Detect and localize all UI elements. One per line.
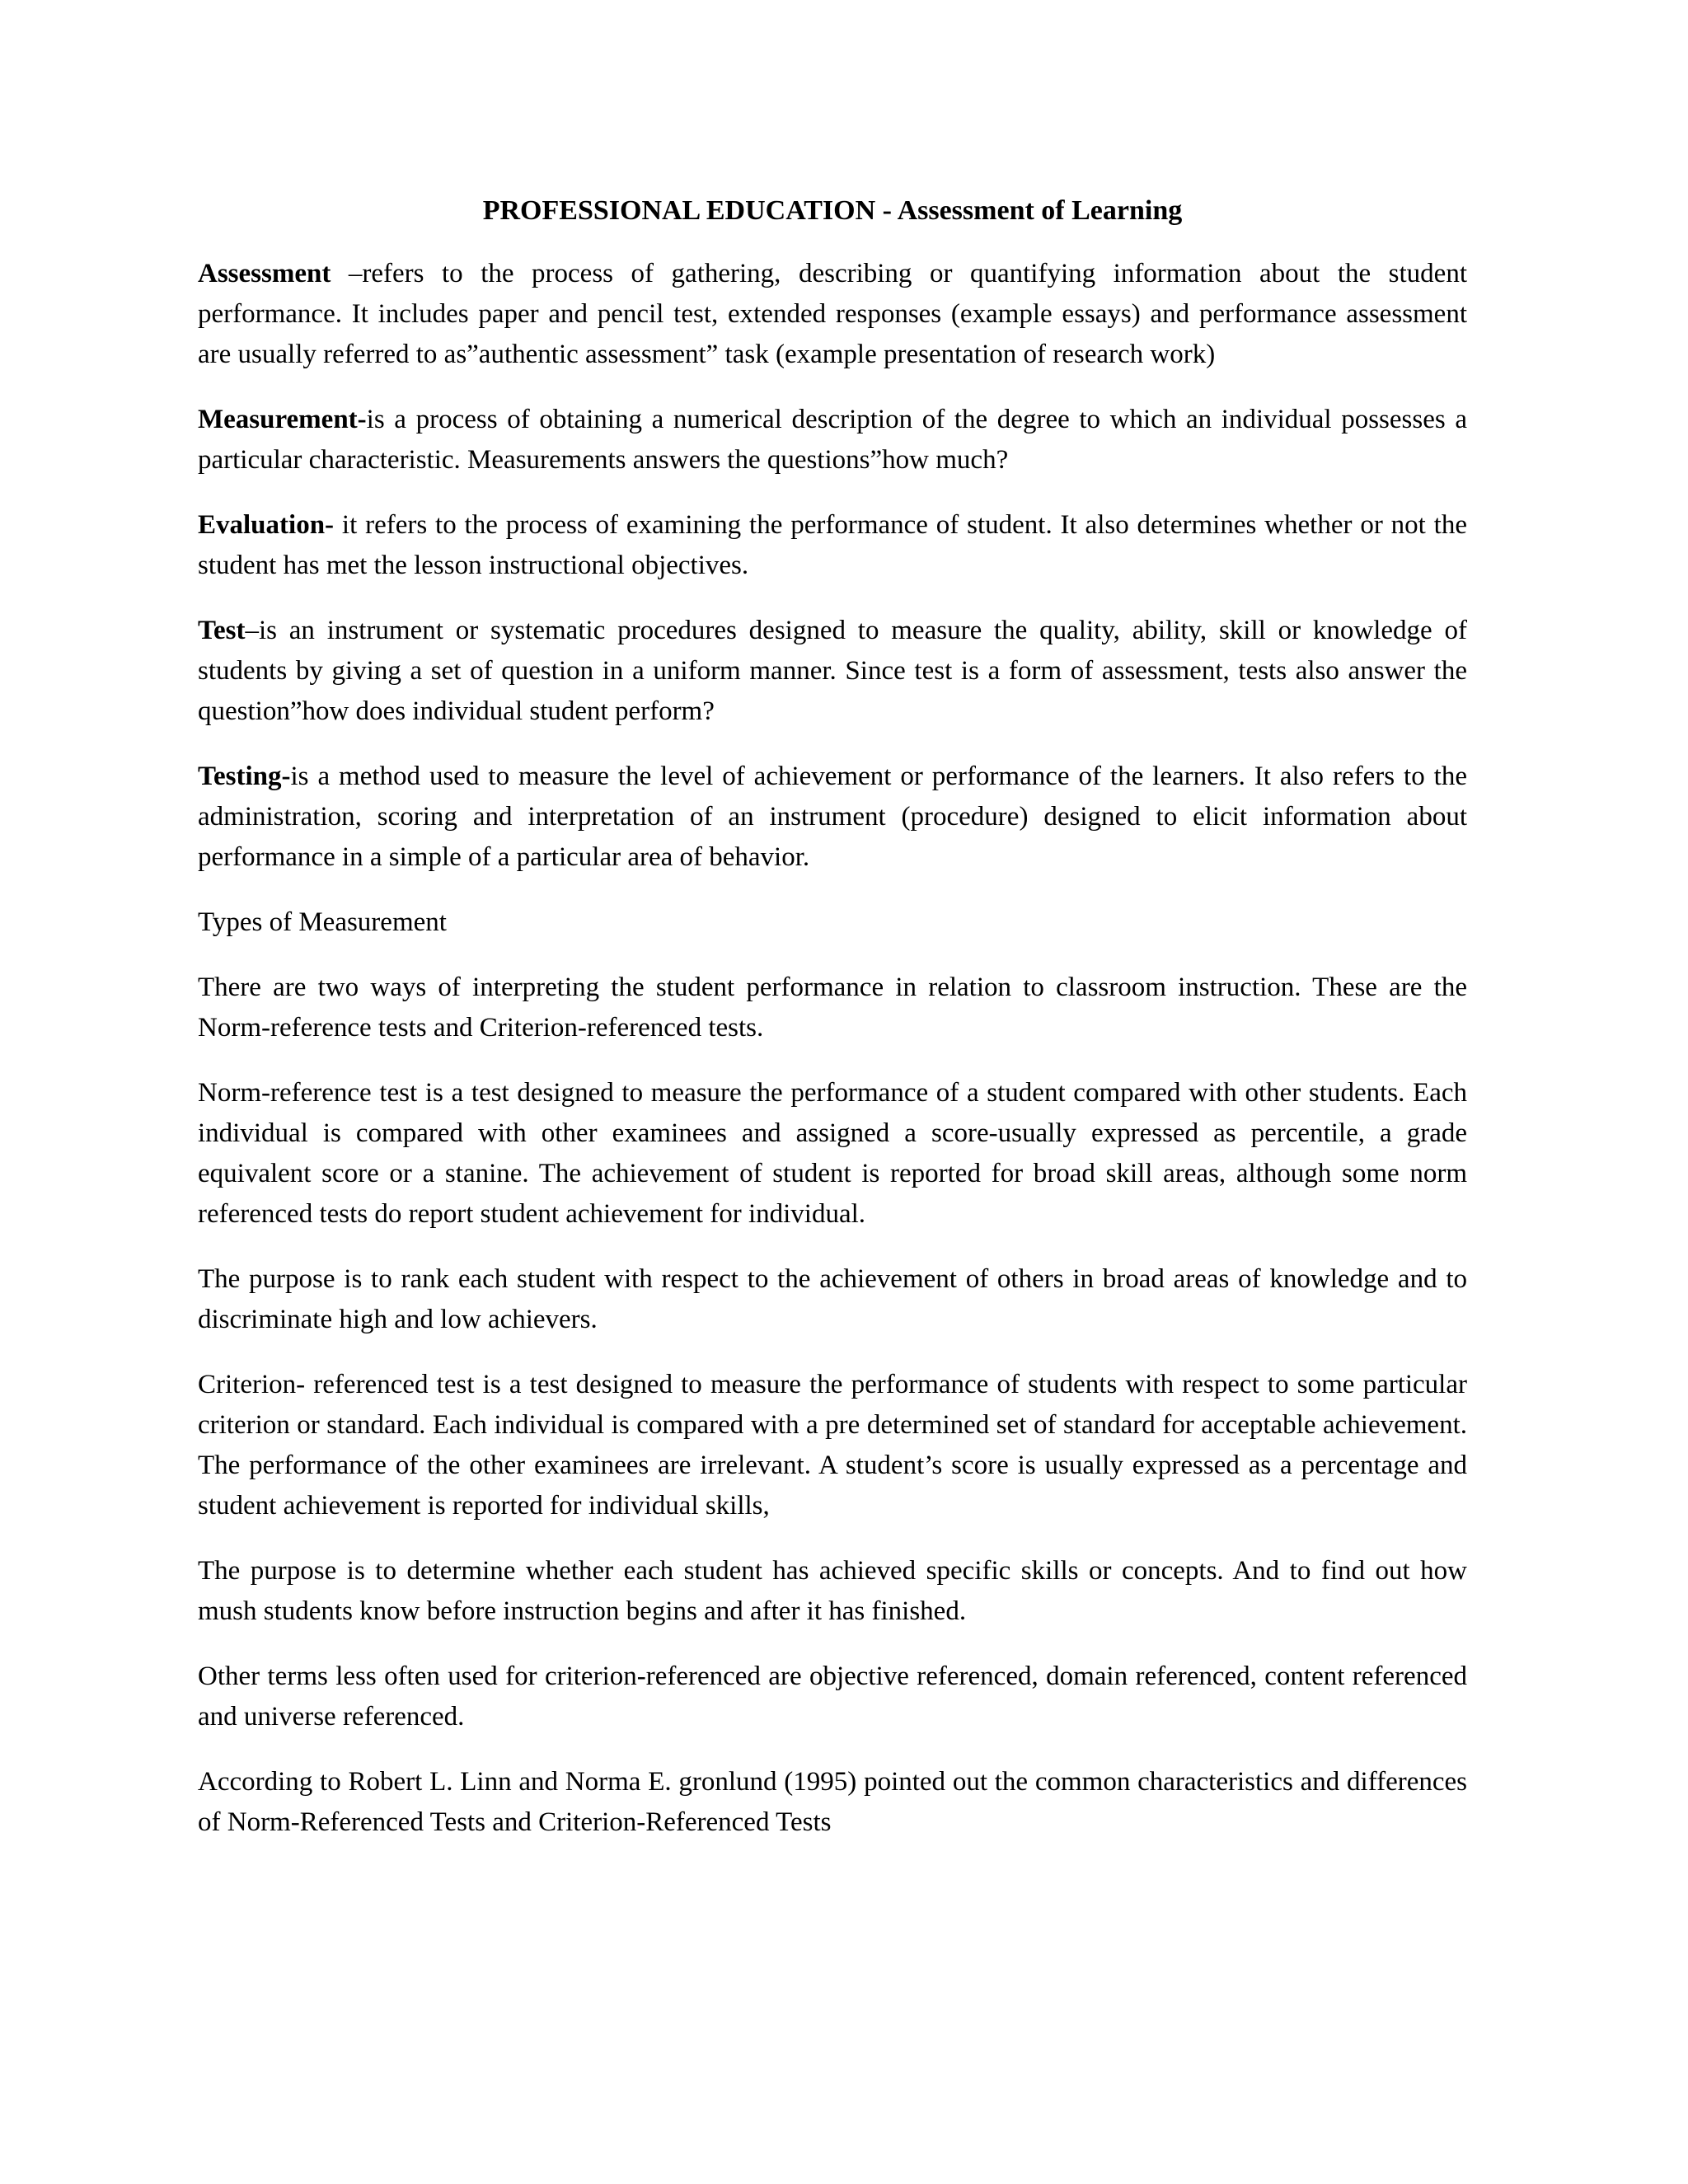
- definition-evaluation: [198, 505, 1467, 586]
- definition-testing: [198, 757, 1467, 878]
- section-heading: Types of Measurement: [198, 907, 447, 937]
- term-evaluation: Evaluation-: [198, 510, 335, 540]
- paragraph-norm-purpose: The purpose is to rank each student with respect to the achievement of others in broad areas of knowledge and to discriminate high and low achievers.: [198, 1264, 1467, 1334]
- term-assessment: Assessment: [198, 259, 331, 288]
- term-measurement: Measurement-: [198, 405, 367, 434]
- definition-text: it refers to the process of examining the performance of student. It also determines whether or not the student has met the lesson instructional objectives.: [198, 510, 1467, 580]
- definition-text: is a method used to measure the level of achievement or performance of the learners. It also refers to the administration, scoring and interpretation of an instrument (procedure) designed to elicit information about performance in a simple of a particular area of behavior.: [198, 762, 1467, 872]
- definition-text: –is an instrument or systematic procedures designed to measure the quality, ability, skill or knowledge of students by giving a set of question in a uniform manner. Since test is a form of assessment, tests also answer the question”how does individual student perform?: [198, 616, 1467, 726]
- definition-measurement: [198, 400, 1467, 480]
- paragraph-norm-reference-test: Norm-reference test is a test designed to measure the performance of a student compared with other students. Each individual is compared with other examinees and assigned a score-usually expressed as percentile, a grade equivalent score or a stanine. The achievement of student is reported for broad skill areas, although some norm referenced tests do report student achievement for individual.: [198, 1078, 1467, 1229]
- paragraph-other-terms: Other terms less often used for criterion-referenced are objective referenced, domain referenced, content referenced and universe referenced.: [198, 1661, 1467, 1732]
- term-test: Test: [198, 616, 246, 645]
- definition-test: [198, 611, 1467, 732]
- paragraph-linn-gronlund: According to Robert L. Linn and Norma E. gronlund (1995) pointed out the common characteristics and differences of Norm-Referenced Tests and Criterion-Referenced Tests: [198, 1767, 1467, 1837]
- page-title: PROFESSIONAL EDUCATION - Assessment of Learning: [482, 195, 1183, 226]
- paragraph-criterion-purpose: The purpose is to determine whether each student has achieved specific skills or concepts. And to find out how mush students know before instruction begins and after it has finished.: [198, 1556, 1467, 1626]
- term-testing: Testing-: [198, 762, 291, 791]
- document-page: [198, 191, 1467, 1868]
- paragraph-criterion-referenced-test: Criterion- referenced test is a test designed to measure the performance of students with respect to some particular criterion or standard. Each individual is compared with a pre determined set of standard for acceptable achievement. The performance of the other examinees are irrelevant. A student’s score is usually expressed as a percentage and student achievement is reported for individual skills,: [198, 1370, 1467, 1521]
- definition-text: –refers to the process of gathering, describing or quantifying information about the student performance. It includes paper and pencil test, extended responses (example essays) and performance assessment are usually referred to as”authentic assessment” task (example presentation of research work): [198, 259, 1467, 369]
- paragraph-interpretation-ways: There are two ways of interpreting the student performance in relation to classroom instruction. These are the Norm-reference tests and Criterion-referenced tests.: [198, 972, 1467, 1043]
- definition-text: is a process of obtaining a numerical description of the degree to which an individual possesses a particular characteristic. Measurements answers the questions”how much?: [198, 405, 1467, 475]
- definition-assessment: [198, 254, 1467, 375]
